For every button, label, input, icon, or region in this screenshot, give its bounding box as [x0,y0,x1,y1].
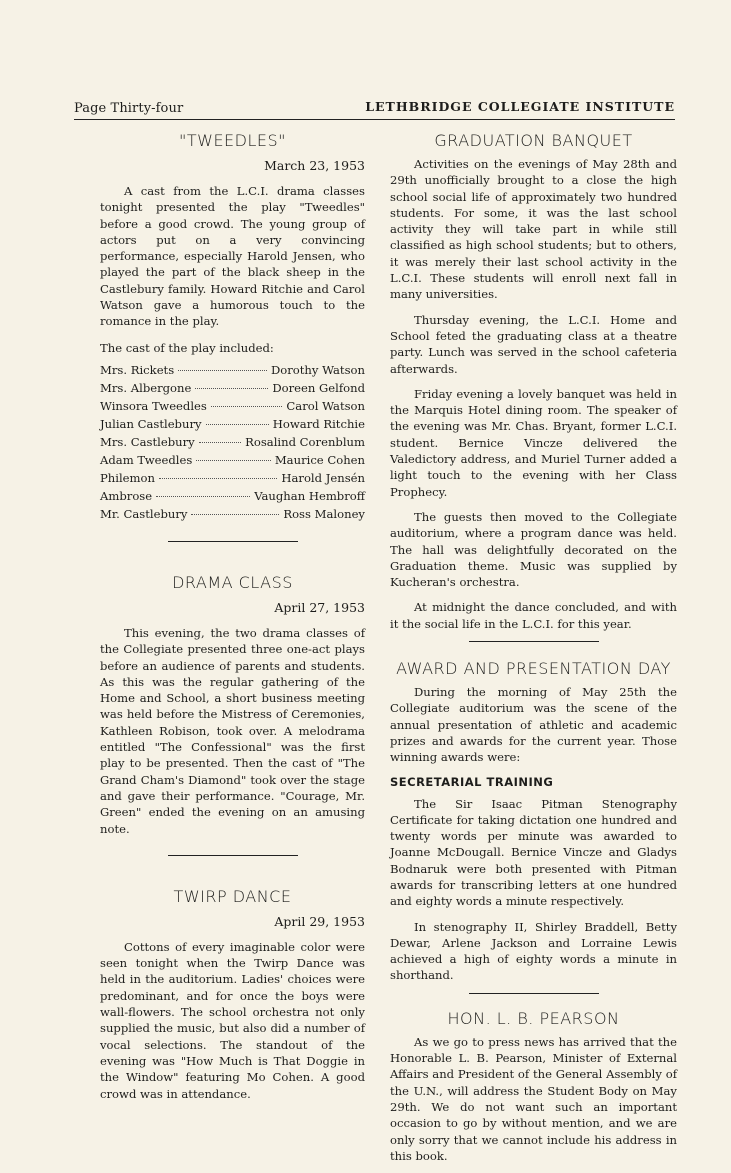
right-column [390,130,677,1173]
cast-actor: Maurice Cohen [274,452,365,467]
page-number: Page Thirty-four [74,101,184,116]
article-paragraph: Activities on the evenings of May 28th and 29th unofficially brought to a close the high school social life of approximately two hundred students. For some, it was the last school activity they will take part in while still classified as high school students; but to others, it was merely their last school activity in the L.C.I. These students will enroll next fall in many universities. [390,157,677,302]
section-divider [168,855,298,856]
cast-role: Mrs. Albergone [100,380,192,395]
article-paragraph: At midnight the dance concluded, and with it the social life in the L.C.I. for this year. [390,600,677,631]
cast-actor: Ross Maloney [283,506,365,521]
cast-actor: Carol Watson [286,398,365,413]
cast-actor: Doreen Gelfond [272,380,365,395]
cast-role: Ambrose [100,488,153,503]
cast-row [100,505,365,523]
article-paragraph: A cast from the L.C.I. drama classes tonight presented the play "Tweedles" before a good crowd. The young group of actors put on a very convincing performance, especially Harold Jensen, who played the part of the black sheep in the Castlebury family. Howard Ritchie and Carol Watson gave a humorous touch to the romance in the play. [100,184,365,329]
leader-dots [195,388,268,389]
section-divider [469,993,599,994]
section-divider [168,541,298,542]
article-paragraph: Cottons of every imaginable color were seen tonight when the Twirp Dance was held in the auditorium. Ladies' choices were predominant, and for once the boys were wall-flowers. The school orchestra not only supplied the music, but also did a number of vocal selections. The standout of the evening was "How Much is That Doggie in the Window" featuring Mo Cohen. A good crowd was in attendance. [100,939,365,1101]
leader-dots [199,442,241,443]
cast-actor: Vaughan Hembroff [254,488,365,503]
cast-row [100,451,365,469]
cast-intro: The cast of the play included: [100,340,274,355]
award-day-article [390,658,677,984]
left-column [100,130,365,1111]
article-paragraph: In stenography II, Shirley Braddell, Betty Dewar, Arlene Jackson and Lorraine Lewis achieved a high of eighty words a minute in shorthand. [390,919,677,983]
cast-row [100,397,365,415]
article-paragraph: During the morning of May 25th the Collegiate auditorium was the scene of the annual presentation of athletic and academic prizes and awards for the current year. Those winning awards were: [390,685,677,765]
cast-row [100,487,365,505]
cast-row [100,415,365,433]
section-title-graduation-banquet: GRADUATION BANQUET [434,131,633,150]
cast-actor: Dorothy Watson [270,362,365,377]
graduation-banquet-article [390,130,677,632]
cast-role: Julian Castlebury [100,416,202,431]
cast-role: Adam Tweedles [100,452,193,467]
article-paragraph: The guests then moved to the Collegiate auditorium, where a program dance was held. The hall was delightfully decorated on the Graduation theme. Music was supplied by Kucheran's orchestra. [390,509,677,590]
header-rule [74,119,675,120]
leader-dots [196,460,271,461]
leader-dots [159,478,277,479]
cast-role: Mrs. Castlebury [100,434,195,449]
pearson-article [390,1008,677,1164]
twirp-dance-article [100,886,365,1102]
article-paragraph: Friday evening a lovely banquet was held in the Marquis Hotel dining room. The speaker of the evening was Mr. Chas. Bryant, former L.C.I. student. Bernice Vincze delivered the Valedictory address, and Muriel Turner added a light touch to the evening with her Class Prophecy. [390,386,677,499]
section-title-pearson: HON. L. B. PEARSON [447,1008,620,1028]
cast-role: Winsora Tweedles [100,398,207,413]
tweedles-article [100,130,365,523]
publication-title: LETHBRIDGE COLLEGIATE INSTITUTE [365,99,675,114]
cast-role: Philemon [100,470,155,485]
cast-row [100,433,365,451]
cast-actor: Howard Ritchie [272,416,365,431]
cast-role: Mrs. Rickets [100,362,175,377]
cast-role: Mr. Castlebury [100,506,188,521]
leader-dots [206,424,269,425]
leader-dots [156,496,250,497]
drama-class-article [100,572,365,837]
article-paragraph: The Sir Isaac Pitman Stenography Certificate for taking dictation one hundred and twenty words per minute was awarded to Joanne McDougall. Bernice Vincze and Gladys Bodnaruk were both presented with Pitman awards for transcribing letters at one hundred and eighty words a minute respectively. [390,796,677,909]
section-title-tweedles: "TWEEDLES" [178,131,287,150]
article-paragraph: This evening, the two drama classes of the Collegiate presented three one-act plays before an audience of parents and students. As this was the regular gathering of the Home and School, a short business meeting was held before the Mistress of Ceremonies, Kathleen Robison, took over. A melodrama entitled "The Confessional" was the first play to be presented. Then the cast of "The Grand Cham's Diamond" took over the stage and gave their performance. "Courage, Mr. Green" ended the evening on an amusing note. [100,625,365,836]
section-title-twirp-dance: TWIRP DANCE [173,886,292,906]
section-title-award-day: AWARD AND PRESENTATION DAY [396,659,671,679]
subheading-secretarial-training: SECRETARIAL TRAINING [390,774,554,789]
article-date: March 23, 1953 [264,158,365,173]
cast-actor: Rosalind Corenblum [245,434,365,449]
cast-row [100,469,365,487]
article-paragraph: Thursday evening, the L.C.I. Home and School feted the graduating class at a theatre party. Lunch was served in the school cafeteria afterwards. [390,312,677,376]
cast-row [100,379,365,397]
article-paragraph: As we go to press news has arrived that the Honorable L. B. Pearson, Minister of External Affairs and President of the General Assembly of the U.N., will address the Student Body on May 29th. We do not want such an important occasion to go by without mention, and we are only sorry that we cannot include his address in this book. [390,1034,677,1163]
section-title-drama-class: DRAMA CLASS [172,572,293,592]
leader-dots [191,514,279,515]
cast-row [100,361,365,379]
section-divider [469,641,599,642]
cast-actor: Harold Jensén [281,470,365,485]
leader-dots [211,406,283,407]
article-date: April 29, 1953 [274,913,365,929]
leader-dots [178,370,267,371]
article-date: April 27, 1953 [274,599,365,615]
cast-list [100,361,365,523]
